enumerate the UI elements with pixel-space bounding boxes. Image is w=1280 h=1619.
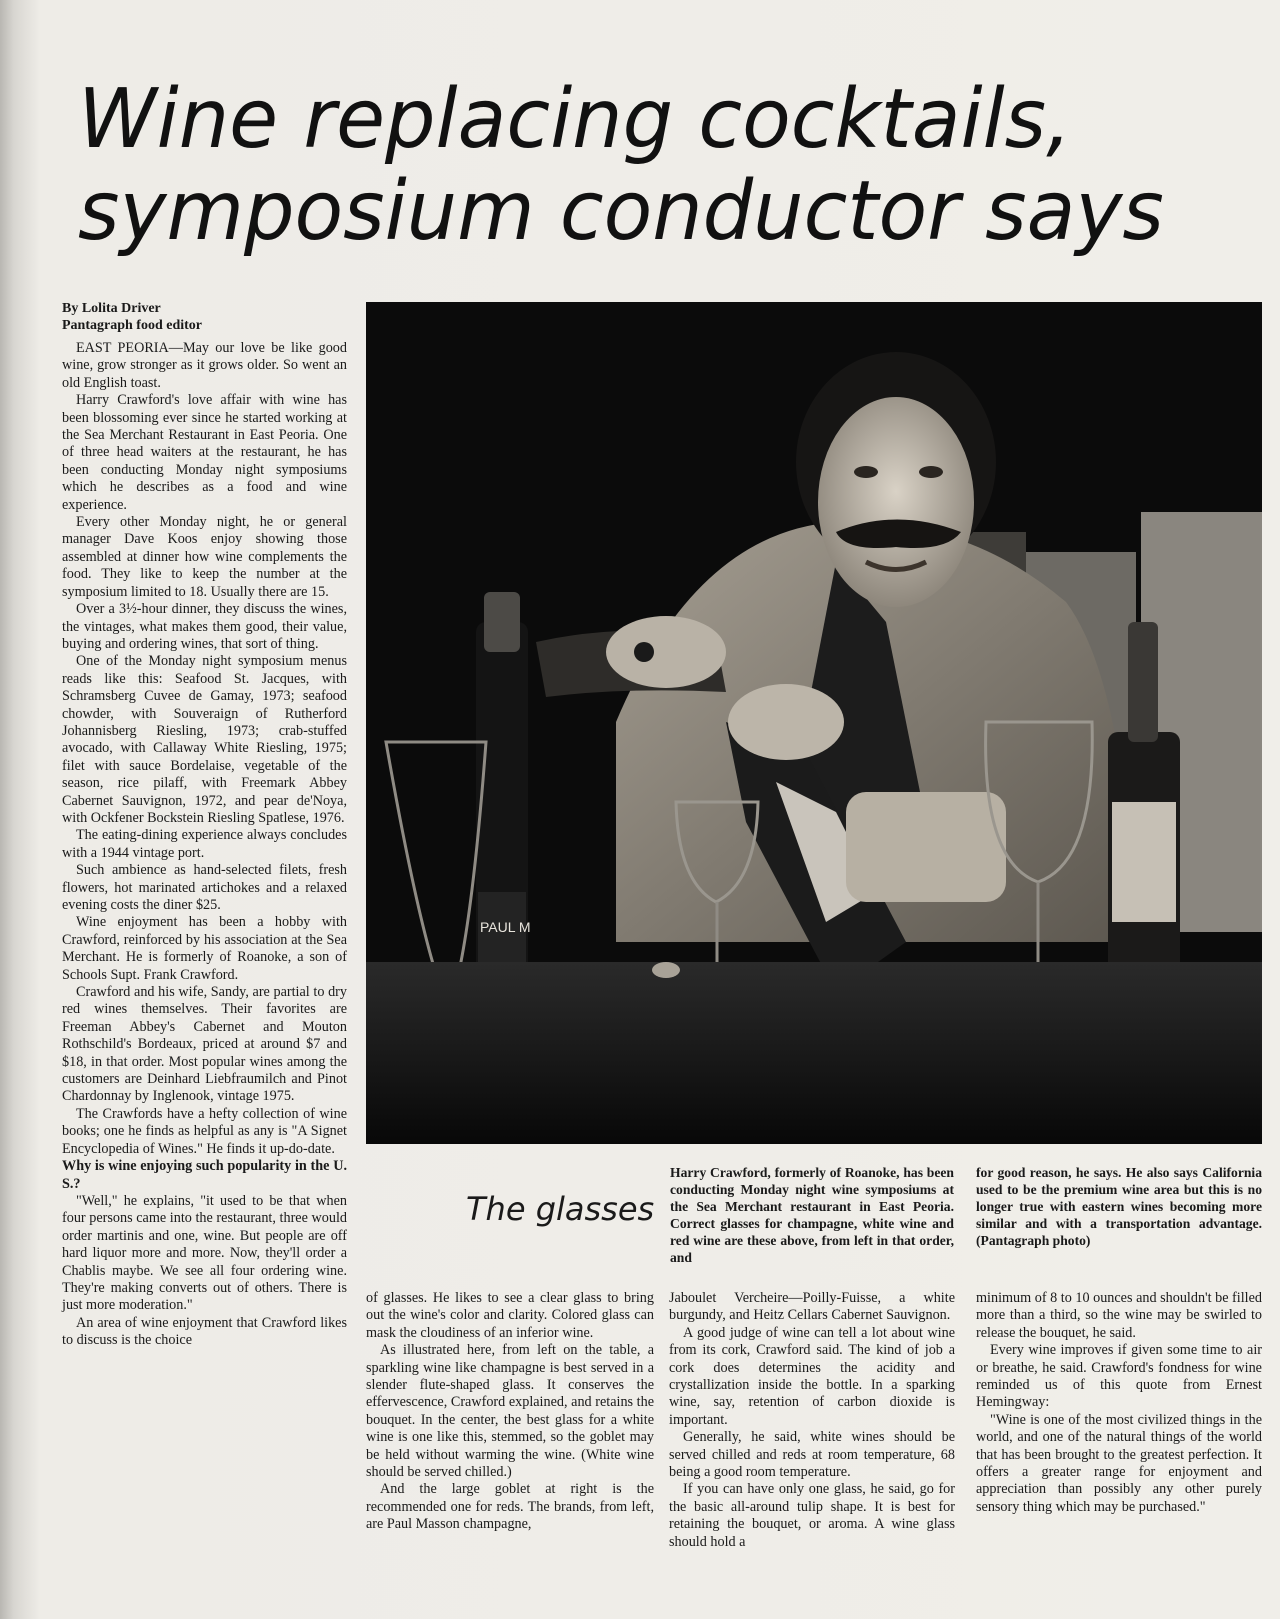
paragraph: Crawford and his wife, Sandy, are partial to dry red wines themselves. Their favorites are Freeman Abbey's Cabernet and Mouton Rothschild's Bordeaux, priced at around $7 and $18, in that order. Most popular wines among the customers are Deinhard Liebfraumilch and Pinot Chardonnay by Inglenook, vintage 1975. — [62, 984, 347, 1105]
paragraph: As illustrated here, from left on the table, a sparkling wine like champagne is best served in a slender flute-shaped glass. It conserves the effervescence, Crawford explained, and retains the bouquet. In the center, the best glass for a white wine is one like this, stemmed, so the goblet may be held without warming the wine. (White wine should be served chilled.) — [366, 1342, 654, 1481]
headline-line-2: symposium conductor says — [78, 164, 1164, 259]
article-column-3 — [669, 1290, 955, 1551]
byline-author: By Lolita Driver — [62, 301, 161, 316]
paragraph: Wine enjoyment has been a hobby with Crawford, reinforced by his association at the Sea Merchant. He is formerly of Roanoke, a son of Schools Supt. Frank Crawford. — [62, 914, 347, 983]
paragraph: One of the Monday night symposium menus reads like this: Seafood St. Jacques, with Schramsberg Cuvee de Gamay, 1973; seafood chowder, with Souveraign of Rutherford Johannisberg Riesling, 1973; crab-stuffed avocado, with Callaway White Riesling, 1975; filet with sauce Bordelaise, vegetable of the season, rice pilaff, with Freemark Abbey Cabernet Sauvignon, 1972, and pear de'Noya, with Ockfener Bockstein Riesling Spatlese, 1976. — [62, 653, 347, 826]
paragraph: An area of wine enjoyment that Crawford likes to discuss is the choice — [62, 1314, 347, 1349]
paragraph: "Well," he explains, "it used to be that when four persons came into the restaurant, three would order martinis and one, wine. But people are off hard liquor more and more. Now, they'll order a Chablis maybe. We see all four ordering wine. They're making converts out of others. There is just more moderation." — [62, 1192, 347, 1314]
article-column-1 — [62, 340, 347, 1350]
paragraph: Every wine improves if given some time to air or breathe, he said. Crawford's fondness for wine reminded us of this quote from Ernest Hemingway: — [976, 1342, 1262, 1411]
paragraph: Harry Crawford's love affair with wine has been blossoming ever since he started working at the Sea Merchant Restaurant in East Peoria. One of three head waiters at the restaurant, he has been conducting Monday night symposiums which he describes as a food and wine experience. — [62, 392, 347, 513]
paragraph: If you can have only one glass, he said, go for the basic all-around tulip shape. It is best for retaining the bouquet, or aroma. A wine glass should hold a — [669, 1481, 955, 1550]
news-photo — [366, 302, 1262, 1144]
paragraph: Every other Monday night, he or general manager Dave Koos enjoy showing those assembled at dinner how wine complements the food. They like to keep the number at the symposium limited to 18. Usually there are 15. — [62, 514, 347, 600]
photo-illustration — [366, 302, 1262, 1144]
photo-caption-part-2: for good reason, he says. He also says California used to be the premium wine area but this is no longer true with eastern wines becoming more similar and with a transportation advantage. (Pantagraph photo) — [976, 1165, 1262, 1248]
paragraph: Such ambience as hand-selected filets, fresh flowers, hot marinated artichokes and a relaxed evening costs the diner $25. — [62, 862, 347, 913]
paragraph: minimum of 8 to 10 ounces and shouldn't be filled more than a third, so the wine may be swirled to release the bouquet, he said. — [976, 1290, 1262, 1341]
paragraph: EAST PEORIA—May our love be like good wine, grow stronger as it grows older. So went an old English toast. — [62, 340, 347, 391]
paragraph: The eating-dining experience always concludes with a 1944 vintage port. — [62, 827, 347, 861]
photo-caption-part-1: Harry Crawford, formerly of Roanoke, has been conducting Monday night wine symposiums at the Sea Merchant restaurant in East Peoria. Correct glasses for champagne, white wine and red wine are these above, from left in that order, and — [670, 1165, 954, 1265]
section-subhead: The glasses — [466, 1190, 655, 1228]
paragraph: Over a 3½-hour dinner, they discuss the wines, the vintages, what makes them good, their value, buying and ordering wines, that sort of thing. — [62, 601, 347, 652]
paragraph: Generally, he said, white wines should be served chilled and reds at room temperature, 68 being a good room temperature. — [669, 1429, 955, 1481]
article-subhead: Why is wine enjoying such popularity in the U. S.? — [62, 1158, 347, 1192]
byline-title: Pantagraph food editor — [62, 318, 202, 333]
paragraph: of glasses. He likes to see a clear glass to bring out the wine's color and clarity. Colored glass can mask the cloudiness of an inferior wine. — [366, 1290, 654, 1341]
article-column-2 — [366, 1290, 654, 1534]
bottle-label-text: PAUL M — [480, 919, 531, 935]
byline — [62, 300, 352, 334]
headline — [78, 74, 1223, 258]
paragraph: Jaboulet Vercheire—Poilly-Fuisse, a white burgundy, and Heitz Cellars Cabernet Sauvignon. — [669, 1290, 955, 1324]
headline-line-1: Wine replacing cocktails, — [78, 72, 1072, 167]
paragraph: A good judge of wine can tell a lot about wine from its cork, Crawford said. The kind of job a cork does determines the acidity and crystallization inside the bottle. In a sparking wine, say, retention of carbon dioxide is important. — [669, 1324, 955, 1428]
paragraph: The Crawfords have a hefty collection of wine books; one he finds as helpful as any is "A Signet Encyclopedia of Wines." He finds it up-do-date. — [62, 1105, 347, 1157]
article-column-4 — [976, 1290, 1262, 1516]
paragraph: "Wine is one of the most civilized things in the world, and one of the natural things of the world that has been brought to the greatest perfection. It offers a greater range for enjoyment and appreciation than possibly any other purely sensory thing which may be purchased." — [976, 1411, 1262, 1515]
paragraph: And the large goblet at right is the recommended one for reds. The brands, from left, are Paul Masson champagne, — [366, 1481, 654, 1533]
